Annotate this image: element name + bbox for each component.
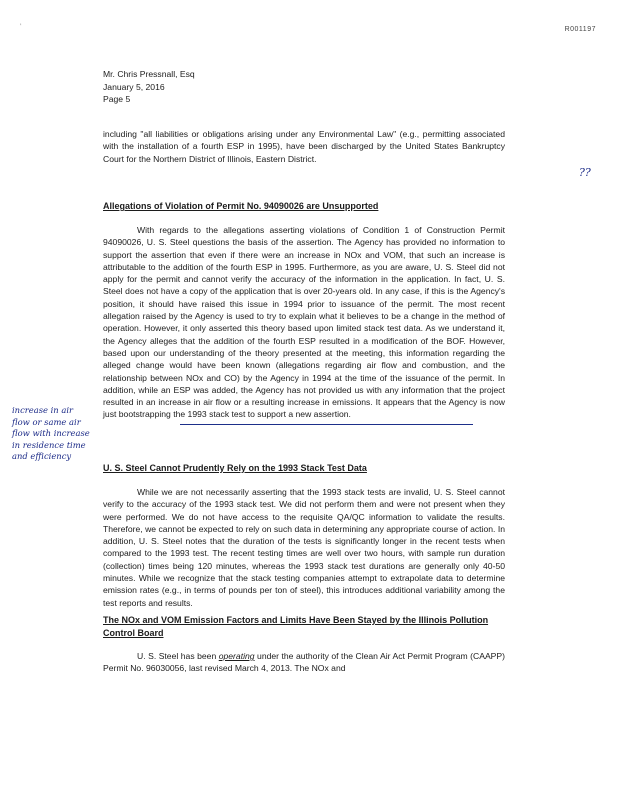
section-paragraph-emission-factors: [103, 650, 505, 675]
letter-header: [103, 68, 195, 106]
scan-mark: ʻ: [20, 24, 22, 31]
section-heading-emission-factors: The NOx and VOM Emission Factors and Limits Have Been Stayed by the Illinois Pollution Control Board: [103, 615, 489, 638]
emission-paragraph-start: U. S. Steel has been: [137, 651, 219, 661]
permit-paragraph-text: With regards to the allegations asserting violations of Condition 1 of Construction Permit 94090026, U. S. Steel questions the basis of the assertion. The Agency has provided no information to support the assertion that even if there were an increase in NOx and VOM, that such an increase is attributable to the addition of the fourth ESP in 1995. Furthermore, as you are aware, U. S. Steel did not apply for the permit and cannot verify the accuracy of the information in the application. In fact, U. S. Steel does not have a copy of the application that is over 20-years old. In any case, if this is the Agency's position, it should have raised this issue in 1994 prior to issuance of the permit. The most recent allegation raised by the Agency is used to try to explain what it believes to be a change in the method of operation. However, it only asserted this theory based upon limited stack test data. As we understand it, the Agency alleges that the addition of the fourth ESP resulted in a modification of the BOF. However, based upon our understanding of the theory presented at the meeting, this information regarding the alleged change would have been known (allegations regarding air flow and combustion, and the relationship between NOx and CO) by the Agency in 1994 at the time of the issuance of the permit. In addition, while an ESP was added, the Agency has not provided us with any information that the project resulted in an increase in air flow or a resulting increase in emissions. It appears that the Agency is now just bootstrapping the 1993 stack test to support a new assertion.: [103, 225, 505, 420]
recipient-line: Mr. Chris Pressnall, Esq: [103, 69, 195, 79]
section-paragraph-permit: [103, 224, 505, 421]
intro-paragraph: including "all liabilities or obligations arising under any Environmental Law" (e.g., permitting associated with the installation of a fourth ESP in 1995), have been discharged by the United States Bankruptcy Court for the Northern District of Illinois, Eastern District.: [103, 129, 505, 164]
stack-test-paragraph-text: While we are not necessarily asserting that the 1993 stack tests are invalid, U. S. Steel cannot verify to the accuracy of the 1993 stack test. We did not perform them and were not present when they were performed. We do not have access to the requisite QA/QC information to validate the results. Therefore, we cannot be expected to rely on such data in determining any appropriate course of action. In addition, U. S. Steel notes that the duration of the tests is significantly longer in the recent tests when compared to the 1993 test. The recent testing times are well over two hours, with sample run duration (collection) times being 120 minutes, whereas the 1993 stack test durations are generally only 40-50 minutes. While we recognize that the stack testing companies attempt to extrapolate data to determine emission rates (e.g., in terms of pounds per ton of steel), this introduces additional variability among the test reports and results.: [103, 487, 505, 608]
ink-underline: [180, 424, 473, 425]
emphasis-operating: operating: [218, 651, 255, 661]
page-line: Page 5: [103, 94, 131, 104]
section-heading-stack-test: U. S. Steel Cannot Prudently Rely on the 1993 Stack Test Data: [103, 463, 367, 473]
handwritten-question-marks: ??: [579, 166, 591, 179]
handwritten-margin-note: increase in air flow or same air flow with increase in residence time and efficiency: [12, 405, 90, 462]
bates-number: R001197: [564, 26, 596, 33]
section-paragraph-stack-test: [103, 486, 505, 609]
date-line: January 5, 2016: [103, 81, 165, 92]
emission-paragraph-end: under the authority of the Clean Air Act Permit Program (CAAPP) Permit No. 96030056, last revised March 4, 2013. The NOx and: [103, 651, 505, 674]
section-heading-permit: Allegations of Violation of Permit No. 94090026 are Unsupported: [103, 201, 379, 211]
